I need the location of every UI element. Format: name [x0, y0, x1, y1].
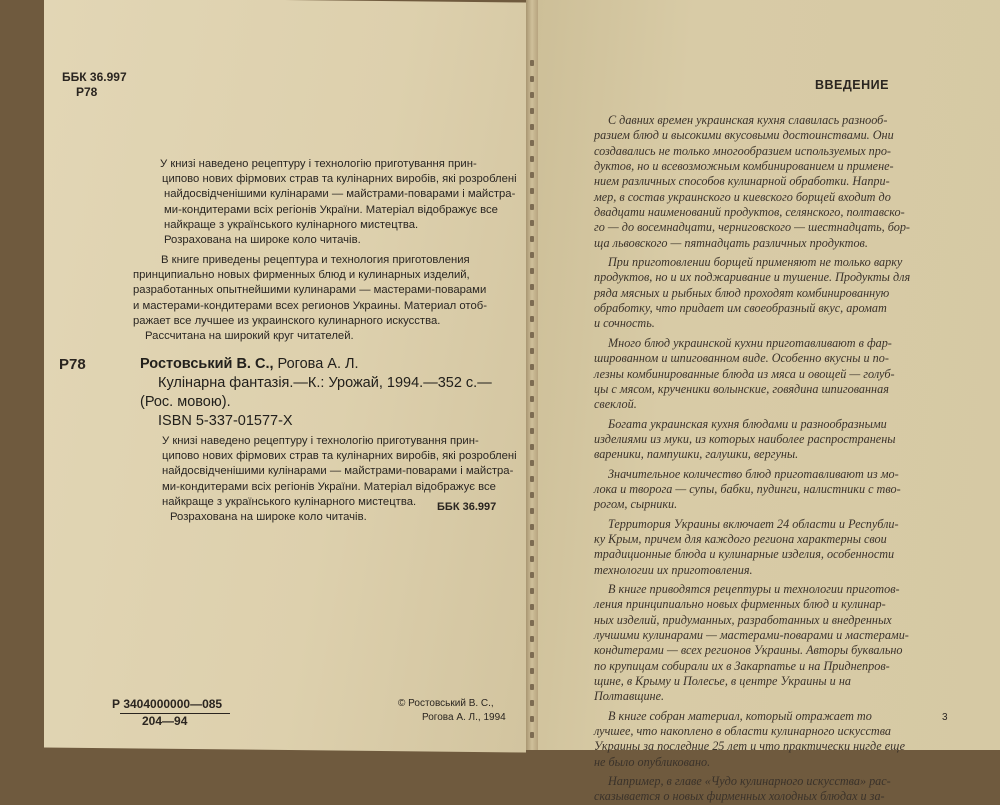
stitch-mark [530, 156, 534, 162]
stitch-mark [530, 508, 534, 514]
text-line: ряда мясных и рыбных блюд проходят комбинированную [594, 285, 890, 300]
text-line: Розрахована на широке коло читачів. [164, 234, 361, 247]
text-line: разием блюд и высокими вкусовыми достоинствами. Они [594, 128, 894, 143]
text-line: цы с мясом, крученики волынские, говядина шпигованная [594, 381, 889, 396]
stitch-mark [530, 652, 534, 658]
text-line: не было опубликовано. [594, 754, 711, 769]
page-number: 3 [942, 712, 948, 723]
stitch-mark [530, 524, 534, 530]
text-line: У книзі наведено рецептуру і технологію приготування прин- [160, 158, 477, 170]
text-line: найдосвідченішими кулінарами — майстрами-поварами і майстра- [164, 188, 516, 201]
stitch-mark [530, 412, 534, 418]
text-line: двадцати наименований продуктов, селянского, полтавско- [594, 205, 905, 220]
text-line: лезны комбинированные блюда из мяса и овощей — голуб- [594, 366, 895, 381]
stitch-mark [530, 620, 534, 626]
bbk-classification-bottom: ББК 36.997 [437, 501, 497, 513]
text-line: При приготовлении борщей применяют не только варку [608, 255, 903, 270]
coauthor: Рогова А. Л. [273, 356, 359, 372]
text-line: Украины за последние 25 лет и что практически нигде еще [594, 739, 906, 754]
stitch-mark [530, 716, 534, 722]
text-line: Розрахована на широке коло читачів. [170, 511, 367, 524]
text-line: лучшими кулинарами — мастерами-поварами и мастерами- [594, 628, 909, 642]
stitch-mark [530, 348, 534, 354]
text-line: обработку, что придает им своеобразный вкус, аромат [594, 301, 887, 316]
annotation-ukrainian-top [100, 157, 517, 248]
text-line: разработанных опытнейшими кулинарами — мастерами-поварами [133, 284, 487, 297]
code-bottom: 204—94 [142, 714, 188, 728]
stitch-mark [530, 124, 534, 130]
text-line: лока и творога — супы, бабки, пудинги, налистники с тво- [594, 481, 901, 496]
text-line: ми-кондитерами всіх регіонів України. Матеріал відображує все [164, 203, 498, 216]
text-line: Значительное количество блюд приготавливают из мо- [608, 466, 899, 481]
stitch-mark [530, 556, 534, 562]
stitch-mark [530, 572, 534, 578]
text-line: нием различных способов кулинарной обработки. Напри- [594, 174, 890, 189]
text-line: мер, в состав украинского и киевского борщей входит до [594, 189, 891, 204]
introduction-body [594, 113, 910, 805]
text-line: Рассчитана на широкий круг читателей. [145, 330, 354, 343]
stitch-mark [530, 684, 534, 690]
text-line: В книге приведены рецептура и технология приготовления [161, 254, 470, 266]
text-line: щине, в Крыму и Полесье, в центре Украины и на [594, 674, 851, 689]
title-line: Кулінарна фантазія.—К.: Урожай, 1994.—352 с.— [158, 375, 492, 391]
text-line: Богата украинская кухня блюдами и разнообразными [608, 416, 887, 431]
text-line: го — до восемнадцати, черниговского — шестнадцать, бор- [594, 220, 910, 235]
stitch-mark [530, 284, 534, 290]
text-line: создавались не только многообразием используемых про- [594, 143, 891, 158]
text-line: У книзі наведено рецептуру і технологію приготування прин- [162, 435, 479, 447]
text-line: изделиями из муки, из которых наиболее распространены [594, 431, 896, 446]
stitch-mark [530, 444, 534, 450]
language-line: (Рос. мовою). [140, 394, 231, 410]
stitch-mark [530, 604, 534, 610]
text-line: рогом, сырники. [594, 497, 678, 512]
stitch-mark [530, 636, 534, 642]
text-line: шированном и шпигованном виде. Особенно вкусны и по- [594, 351, 889, 366]
text-line: и сочность. [594, 316, 655, 331]
text-line: кондитерами — всех регионов Украины. Авторы буквально [594, 643, 903, 658]
text-line: свеклой. [594, 397, 637, 412]
text-line: лучшее, что накоплено в области кулинарного искусства [594, 724, 892, 739]
stitch-mark [530, 108, 534, 114]
text-line: ления принципиально новых фирменных блюд и кулинар- [594, 597, 886, 612]
author-mark: Р78 [76, 85, 98, 99]
stitch-mark [530, 60, 534, 66]
stitch-mark [530, 204, 534, 210]
stitch-mark [530, 140, 534, 146]
bibliographic-record [140, 355, 492, 431]
text-line: традиционные блюда и кулинарные изделия, особенности [594, 547, 895, 562]
stitch-mark [530, 316, 534, 322]
stitch-mark [530, 300, 534, 306]
stitch-mark [530, 380, 534, 386]
isbn: ISBN 5-337-01577-X [158, 413, 293, 429]
stitch-mark [530, 460, 534, 466]
text-line: найкраще з українського кулінарного мистецтва. [162, 495, 417, 508]
text-line: найкраще з українського кулінарного мистецтва. [164, 218, 419, 231]
stitch-mark [530, 396, 534, 402]
stitch-mark [530, 732, 534, 738]
text-line: В книге собран материал, который отражает то [608, 708, 872, 723]
text-line: В книге приводятся рецептуры и технологии приготов- [608, 581, 900, 596]
text-line: Например, в главе «Чудо кулинарного искусства» рас- [608, 774, 891, 789]
stitch-mark [530, 92, 534, 98]
text-line: ципово нових фірмових страв та кулінарних виробів, які розроблені [162, 173, 517, 186]
stitch-mark [530, 220, 534, 226]
text-line: вареники, пампушки, галушки, вергуны. [594, 447, 799, 462]
text-line: ципово нових фірмових страв та кулінарних виробів, які розроблені [162, 450, 517, 463]
text-line: Много блюд украинской кухни приготавливают в фар- [608, 335, 892, 350]
bbk-classification-top [62, 70, 127, 100]
stitch-mark [530, 428, 534, 434]
bbk-code: ББК 36.997 [62, 70, 127, 84]
text-line: принципиально новых фирменных блюд и кулинарных изделий, [133, 269, 470, 282]
stitch-mark [530, 668, 534, 674]
stitch-mark [530, 252, 534, 258]
stitch-mark [530, 540, 534, 546]
stitch-mark [530, 332, 534, 338]
text-line: Территория Украины включает 24 области и Республи- [608, 516, 899, 531]
text-line: С давних времен украинская кухня славилась разнооб- [608, 113, 888, 127]
stitch-mark [530, 76, 534, 82]
authors: Ростовський В. С., [140, 356, 274, 372]
text-line: ражает все лучшее из украинского кулинарного искусства. [133, 314, 441, 327]
copyright-line: Рогова А. Л., 1994 [422, 712, 506, 723]
stitch-mark [530, 476, 534, 482]
text-line: дуктов, но и всевозможным комбинированием и примене- [594, 159, 894, 174]
copyright-line: © Ростовський В. С., [398, 698, 494, 709]
stitch-mark [530, 188, 534, 194]
text-line: и мастерами-кондитерами всех регионов Украины. Материал отоб- [133, 299, 487, 312]
text-line: ми-кондитерами всіх регіонів України. Матеріал відображує все [162, 480, 496, 493]
catalog-code: Р78 [59, 356, 86, 373]
text-line: ща львовского — пятнадцать различных продуктов. [594, 235, 868, 250]
text-line: продуктов, но и их поджаривание и тушение. Продукты для [594, 270, 911, 285]
stitch-mark [530, 700, 534, 706]
text-line: ных изделий, придуманных, разработанных и внедренных [594, 612, 892, 627]
fraction-line [120, 713, 230, 714]
stitch-mark [530, 492, 534, 498]
stitch-mark [530, 588, 534, 594]
stitch-mark [530, 236, 534, 242]
text-line: технологии их приготовления. [594, 562, 753, 577]
text-line: сказывается о новых фирменных холодных блюдах и за- [594, 789, 885, 804]
text-line: Полтавщине. [594, 689, 665, 704]
code-top: Р 3404000000—085 [112, 697, 223, 711]
stitch-mark [530, 364, 534, 370]
text-line: найдосвідченішими кулінарами — майстрами-поварами і майстра- [162, 465, 514, 478]
copyright [398, 697, 506, 725]
chapter-title: ВВЕДЕНИЕ [815, 78, 889, 92]
stitch-mark [530, 172, 534, 178]
text-line: ку Крым, причем для каждого региона характерны свои [594, 531, 887, 546]
stitch-mark [530, 268, 534, 274]
text-line: по крупицам собирали их в Закарпатье и на Приднепров- [594, 658, 890, 673]
annotation-russian [133, 253, 487, 344]
